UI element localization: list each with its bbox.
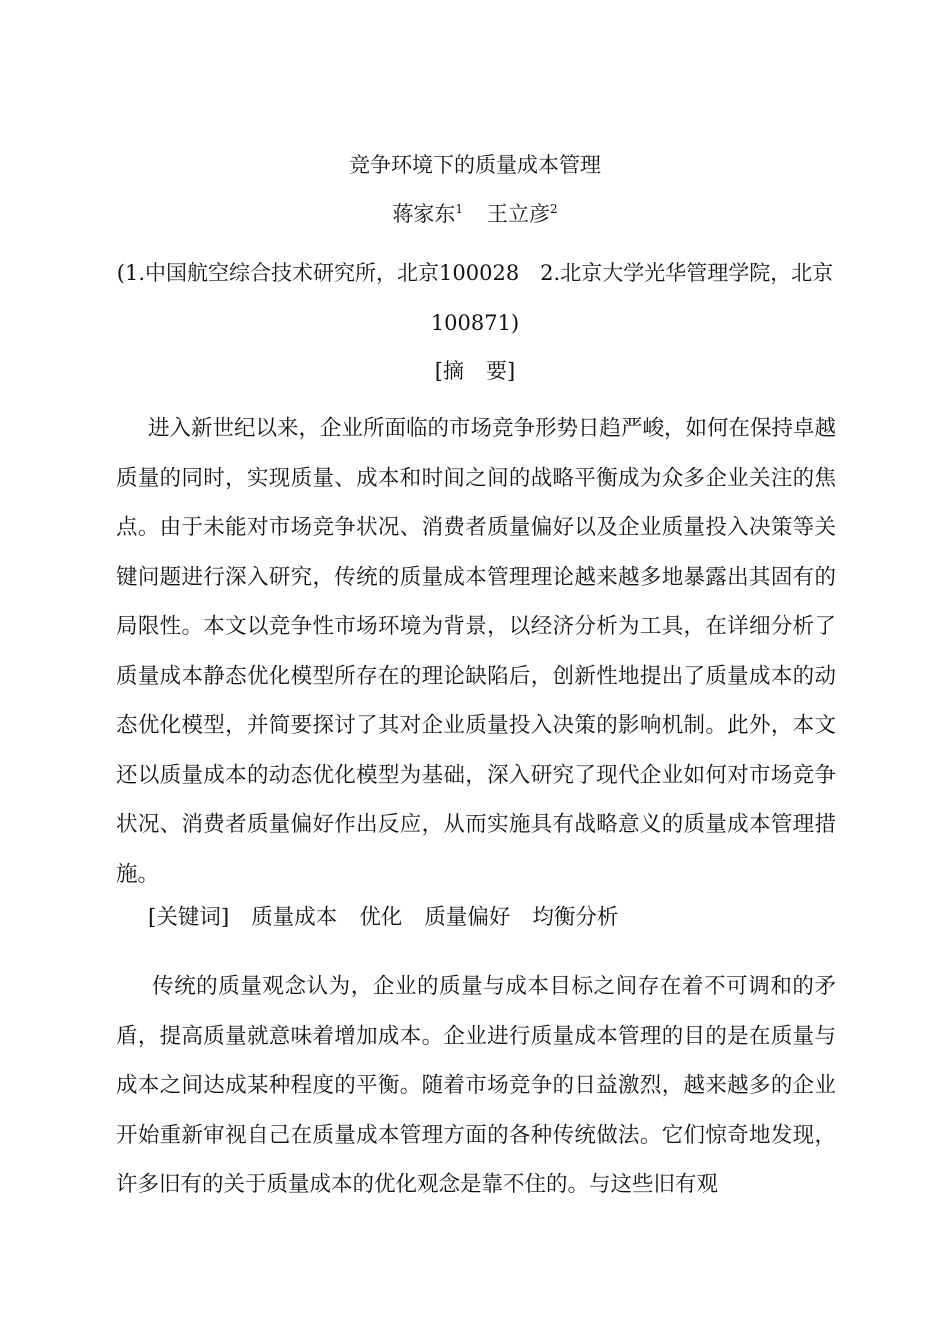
keyword: 质量成本 (251, 905, 338, 930)
author-affiliation-mark: 1 (455, 202, 463, 216)
keyword: 优化 (359, 905, 403, 930)
author-affiliation-mark: 2 (550, 202, 558, 216)
abstract-heading: [摘 要] (434, 359, 516, 383)
author-name: 王立彦 (487, 202, 550, 226)
author-name: 蒋家东 (392, 202, 456, 226)
author-line (0, 199, 950, 229)
keyword: 质量偏好 (424, 905, 511, 930)
keywords-line (148, 903, 838, 933)
author-affiliations: (1.中国航空综合技术研究所，北京100028 2.北京大学光华管理学院，北京100871) (116, 261, 834, 335)
abstract-text: 进入新世纪以来，企业所面临的市场竞争形势日趋严峻，如何在保持卓越质量的同时，实现质量、成本和时间之间的战略平衡成为众多企业关注的焦点。由于未能对市场竞争状况、消费者质量偏好以及企业质量投入决策等关键问题进行深入研究，传统的质量成本管理理论越来越多地暴露出其固有的局限性。本文以竞争性市场环境为背景，以经济分析为工具，在详细分析了质量成本静态优化模型所存在的理论缺陷后，创新性地提出了质量成本的动态优化模型，并简要探讨了其对企业质量投入决策的影响机制。此外，本文还以质量成本的动态优化模型为基础，深入研究了现代企业如何对市场竞争状况、消费者质量偏好作出反应，从而实施具有战略意义的质量成本管理措施。 (116, 416, 837, 887)
keyword: 均衡分析 (532, 905, 619, 930)
body-paragraph: 传统的质量观念认为，企业的质量与成本目标之间存在着不可调和的矛盾，提高质量就意味着增加成本。企业进行质量成本管理的目的是在质量与成本之间达成某种程度的平衡。随着市场竞争的日益激烈，越来越多的企业开始重新审视自己在质量成本管理方面的各种传统做法。它们惊奇地发现，许多旧有的关于质量成本的优化观念是靠不住的。与这些旧有观 (116, 974, 836, 1197)
paper-title: 竞争环境下的质量成本管理 (349, 153, 601, 177)
keywords-label: [关键词] (148, 905, 230, 930)
